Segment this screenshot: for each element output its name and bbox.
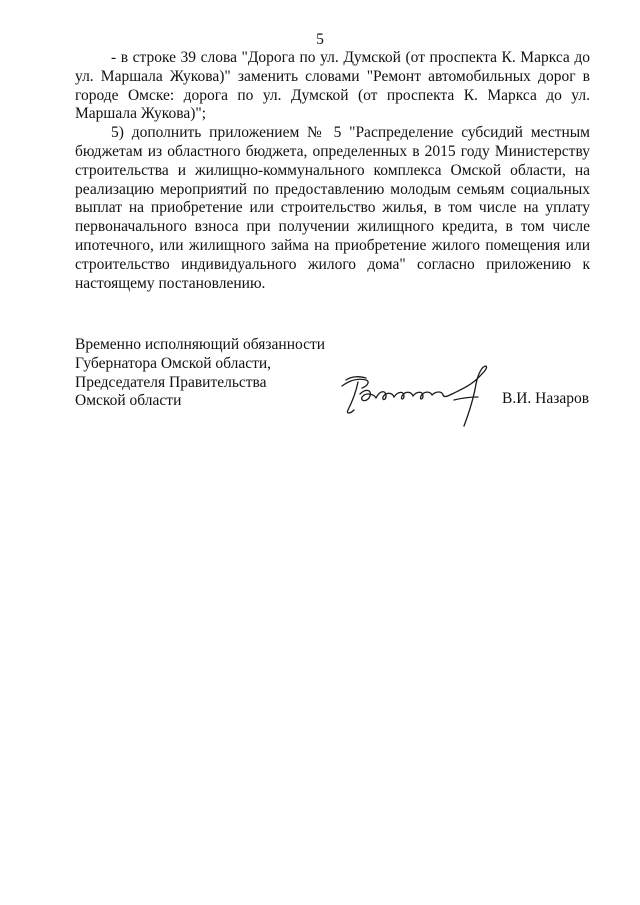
signatory-title-line: Губернатора Омской области, [75,354,272,372]
page-number: 5 [316,31,324,48]
paragraph-item-5: 5) дополнить приложением № 5 "Распределение субсидий местным бюджетам из областного бюджета, определенных в 2015 году Министерству строительства и жилищно-коммунального комплекса Омской области, на реализацию мероприятий по предоставлению молодым семьям социальных выплат на приобретение или строительство жилья, в том числе на уплату первоначального взноса при получении жилищного кредита, в том числе ипотечного, или жилищного займа на приобретение жилого помещения или строительство индивидуального жилого дома" согласно приложению к настоящему постановлению. [75,124,590,292]
signatory-title [75,336,325,411]
document-body [75,49,590,293]
signatory-title-line: Временно исполняющий обязанности [75,336,326,353]
signatory-title-line: Председателя Правительства [75,373,267,391]
signatory-title-line: Омской области [75,392,182,410]
signer-name: В.И. Назаров [502,390,590,407]
paragraph-amendment-line-39: - в строке 39 слова "Дорога по ул. Думской (от проспекта К. Маркса до ул. Маршала Жукова)" заменить словами "Ремонт автомобильных дорог в городе Омске: дорога по ул. Думской (от проспекта К. Маркса до ул. Маршала Жукова)"; [75,49,590,123]
handwritten-signature [336,364,512,428]
